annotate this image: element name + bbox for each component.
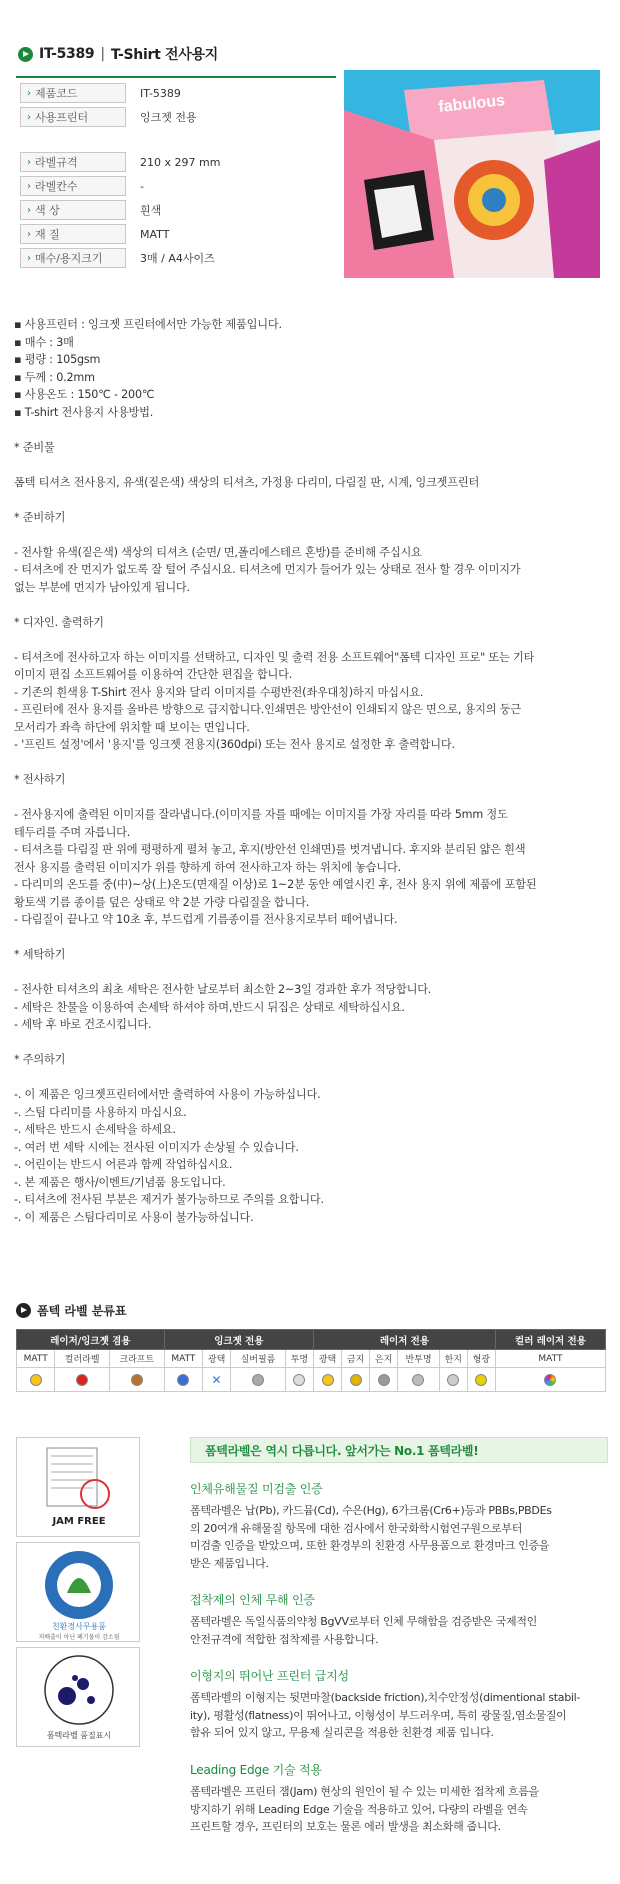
description-line: - 다림질이 끝나고 약 10초 후, 부드럽게 기름종이를 전사용지로부터 떼어냅니다. xyxy=(14,913,398,926)
description-line xyxy=(14,596,604,614)
item-label: 형광 xyxy=(467,1350,495,1368)
label-type-icon xyxy=(285,1368,313,1392)
description-line: - 티셔츠에 전사하고자 하는 이미지를 선택하고, 디자인 및 출력 전용 소프트웨어"폼텍 디자인 프로" 또는 기타 xyxy=(14,650,535,664)
svg-text:fabulous: fabulous xyxy=(437,92,506,116)
description-line xyxy=(14,789,604,807)
item-label: 실버필름 xyxy=(231,1350,286,1368)
label-type-icon: ✕ xyxy=(203,1368,231,1392)
item-label: MATT xyxy=(495,1350,605,1368)
label-type-icon xyxy=(467,1368,495,1392)
description-line: 전사 용지를 출력된 이미지가 위를 향하게 하여 전사하고자 하는 위치에 놓습니다. xyxy=(14,860,401,874)
eco-label-badge xyxy=(16,1542,140,1642)
label-type-icon xyxy=(164,1368,202,1392)
description-line: 황토색 기름 종이를 덮은 상태로 약 2분 가량 다림질을 합니다. xyxy=(14,895,310,909)
description-line: - 전사용지에 출력된 이미지를 잘라냅니다.(이미지를 자를 때에는 이미지를 가장 자리를 따라 5mm 정도 xyxy=(14,808,508,821)
description-line xyxy=(14,929,604,947)
description-line: 모서리가 좌측 하단에 위치할 때 보이는 면입니다. xyxy=(14,720,250,734)
description-line: - 다리미의 온도를 중(中)~상(上)온도(면재질 이상)로 1~2분 동안 예열시킨 후, 전사 용지 위에 제품에 포함된 xyxy=(14,878,537,891)
chevron-right-icon: › xyxy=(27,111,31,123)
description-line: -. 어린이는 반드시 어른과 함께 작업하십시요. xyxy=(14,1158,233,1171)
description-line: - 세탁 후 바로 건조시킵니다. xyxy=(14,1018,152,1031)
item-label: 광택 xyxy=(203,1350,231,1368)
item-label: 투명 xyxy=(285,1350,313,1368)
label-type-icon xyxy=(17,1368,55,1392)
item-label: MATT xyxy=(164,1350,202,1368)
item-label: 반투명 xyxy=(398,1350,439,1368)
spec-value: - xyxy=(140,179,144,193)
description-line: - 세탁은 찬물을 이용하여 손세탁 하셔야 하며,반드시 뒤집은 상태로 세탁하십시요. xyxy=(14,1000,405,1014)
product-name: T-Shirt 전사용지 xyxy=(110,47,218,63)
description-line: * 디자인. 출력하기 xyxy=(14,615,104,629)
spec-row xyxy=(16,198,336,222)
item-label: 컬러라벨 xyxy=(55,1350,110,1368)
description-line: -. 스팀 다리미를 사용하지 마십시요. xyxy=(14,1105,187,1119)
spec-table xyxy=(16,76,336,265)
item-row xyxy=(17,1350,606,1368)
chevron-right-icon: › xyxy=(27,204,31,216)
spec-label: › 재 질 xyxy=(20,224,126,244)
description-line xyxy=(14,456,604,474)
label-type-icon xyxy=(439,1368,467,1392)
description-line: * 준비하기 xyxy=(14,510,66,524)
description-line: ▪ 사용프린터 : 잉크젯 프린터에서만 가능한 제품입니다. xyxy=(14,318,282,331)
item-label: MATT xyxy=(17,1350,55,1368)
description-line xyxy=(14,421,604,439)
description-line: - 전사한 티셔츠의 최초 세탁은 전사한 날로부터 최소한 2~3일 경과한 후가 적당합니다. xyxy=(14,983,432,996)
description-line: ▪ 두께 : 0.2mm xyxy=(14,370,95,384)
jam-free-badge xyxy=(16,1437,140,1537)
spec-row xyxy=(16,105,336,129)
label-type-icon xyxy=(495,1368,605,1392)
description-line xyxy=(14,754,604,772)
spec-value: 210 x 297 mm xyxy=(140,155,221,169)
description-line: * 세탁하기 xyxy=(14,948,66,961)
eco-label-sub: 저배출이 아닌 폐기물이 감소됨 xyxy=(38,1634,120,1641)
product-code: IT-5389 xyxy=(39,46,95,62)
safety-mark-label: 폼텍라벨 품질표시 xyxy=(46,1731,112,1740)
feature-title: 이형지의 뛰어난 프린터 급지성 xyxy=(190,1669,349,1683)
spec-label: › 제품코드 xyxy=(20,83,126,103)
product-description xyxy=(14,316,604,1226)
description-line xyxy=(14,491,604,509)
spec-value: MATT xyxy=(140,227,170,241)
feature-text: 폼텍라벨은 프린터 잼(Jam) 현상의 원인이 될 수 있는 미세한 접착제 흐름을 방지하기 위해 Leading Edge 기술을 적용하고 있어, 다량의 라벨을 연속 프린트할 경우, 프린터의 보호는 물론 에러 발생을 최소화해 줍니다. xyxy=(190,1785,539,1833)
group-header: 컬러 레이저 전용 xyxy=(495,1330,605,1350)
feature-title: 인체유해물질 미검출 인증 xyxy=(190,1482,323,1496)
spec-row xyxy=(16,174,336,198)
description-line xyxy=(14,964,604,982)
product-title xyxy=(18,44,218,64)
label-type-icon xyxy=(313,1368,341,1392)
arrow-circle-icon xyxy=(18,47,33,62)
description-line: 이미지 편집 소프트웨어를 이용하여 간단한 편집을 합니다. xyxy=(14,668,293,681)
item-label: 금지 xyxy=(342,1350,370,1368)
label-type-icon xyxy=(342,1368,370,1392)
description-line: 없는 부분에 먼지가 남아있게 됩니다. xyxy=(14,580,190,594)
label-type-icon xyxy=(398,1368,439,1392)
description-line: -. 이 제품은 스팀다리미로 사용이 불가능하십니다. xyxy=(14,1210,254,1224)
features-headline: 폼텍라벨은 역시 다릅니다. 앞서가는 No.1 폼텍라벨! xyxy=(190,1437,608,1463)
description-line: ▪ T-shirt 전사용지 사용방법. xyxy=(14,405,154,419)
spec-label: › 사용프린터 xyxy=(20,107,126,127)
item-label: 은지 xyxy=(370,1350,398,1368)
spec-row xyxy=(16,81,336,105)
description-line xyxy=(14,631,604,649)
description-line: ▪ 사용온도 : 150℃ - 200℃ xyxy=(14,388,155,401)
title-separator: | xyxy=(100,46,105,62)
description-line: -. 본 제품은 행사/이벤트/기념품 용도입니다. xyxy=(14,1175,226,1189)
spec-row xyxy=(16,150,336,174)
description-line: -. 여러 번 세탁 시에는 전사된 이미지가 손상될 수 있습니다. xyxy=(14,1140,299,1154)
description-line: - 티셔츠에 잔 먼지가 없도록 잘 털어 주십시요. 티셔츠에 먼지가 들어가 있는 상태로 전사 할 경우 이미지가 xyxy=(14,563,521,576)
eco-label-text: 친환경사무용품 xyxy=(51,1622,107,1631)
description-line: * 전사하기 xyxy=(14,773,66,786)
classification-heading: 폼텍 라벨 분류표 xyxy=(16,1300,127,1320)
description-line: - 티셔츠를 다림질 판 위에 평평하게 펼쳐 놓고, 후지(방안선 인쇄면)를 벗겨냅니다. 후지와 분리된 얇은 흰색 xyxy=(14,843,526,856)
description-line: - 기존의 흰색용 T-Shirt 전사 용지와 달리 이미지를 수평반전(좌우대칭)하지 마십시요. xyxy=(14,685,424,699)
item-label: 크라프트 xyxy=(110,1350,165,1368)
item-label: 한지 xyxy=(439,1350,467,1368)
chevron-right-icon: › xyxy=(27,156,31,168)
spec-label: › 라벨칸수 xyxy=(20,176,126,196)
spec-value: 3매 / A4사이즈 xyxy=(140,252,215,265)
label-type-icon xyxy=(110,1368,165,1392)
feature-title: 접착제의 인체 무해 인증 xyxy=(190,1593,315,1607)
description-line: ▪ 매수 : 3매 xyxy=(14,335,74,349)
description-line xyxy=(14,526,604,544)
spec-label: › 매수/용지크기 xyxy=(20,248,126,268)
jam-free-label: JAM FREE xyxy=(52,1516,106,1527)
group-header: 레이저/잉크젯 겸용 xyxy=(17,1330,165,1350)
feature-title: Leading Edge 기술 적용 xyxy=(190,1763,322,1777)
feature-text: 폼텍라벨의 이형지는 뒷면마찰(backside friction),치수안정성(dimentional stabil- ity), 평활성(flatness)이 뛰어나고, 이형성이 부드러우며, 특히 광물질,염소물질이 함유 되어 있지 않고, 무용제 실리콘을 적용한 친환경 제품 입니다. xyxy=(190,1691,581,1739)
spec-value: IT-5389 xyxy=(140,86,181,100)
chevron-right-icon: › xyxy=(27,252,31,264)
chevron-right-icon: › xyxy=(27,180,31,192)
description-line: 폼텍 티셔츠 전사용지, 유색(짙은색) 색상의 티셔츠, 가정용 다리미, 다림질 판, 시계, 잉크젯프린터 xyxy=(14,475,480,489)
description-line: - 프린터에 전사 용지를 올바른 방향으로 급지합니다.인쇄면은 방안선이 인쇄되지 않은 면으로, 용지의 둥근 xyxy=(14,703,521,716)
product-photo xyxy=(344,70,600,278)
group-row xyxy=(17,1330,606,1350)
description-line: ▪ 평량 : 105gsm xyxy=(14,353,101,366)
description-line: -. 세탁은 반드시 손세탁을 하세요. xyxy=(14,1123,176,1136)
description-line: * 준비물 xyxy=(14,440,55,454)
label-type-icon xyxy=(231,1368,286,1392)
description-line xyxy=(14,1069,604,1087)
label-type-icon xyxy=(55,1368,110,1392)
spec-row xyxy=(16,222,336,246)
arrow-circle-icon xyxy=(16,1303,31,1318)
item-label: 광택 xyxy=(313,1350,341,1368)
description-line: -. 이 제품은 잉크젯프린터에서만 출력하여 사용이 가능하십니다. xyxy=(14,1088,321,1101)
description-line: - 전사할 유색(짙은색) 색상의 티셔츠 (순면/ 면,폴리에스테르 혼방)를 준비해 주십시요 xyxy=(14,545,422,559)
spec-label: › 라벨규격 xyxy=(20,152,126,172)
spec-value: 잉크젯 전용 xyxy=(140,111,197,124)
spec-row xyxy=(16,246,336,270)
safety-mark-badge xyxy=(16,1647,140,1747)
description-line xyxy=(14,1034,604,1052)
description-line: * 주의하기 xyxy=(14,1053,66,1066)
group-header: 잉크젯 전용 xyxy=(164,1330,313,1350)
description-line: 테두리를 주며 자릅니다. xyxy=(14,825,131,839)
spec-value: 흰색 xyxy=(140,204,162,217)
chevron-right-icon: › xyxy=(27,228,31,240)
chevron-right-icon: › xyxy=(27,87,31,99)
icon-row xyxy=(17,1368,606,1392)
feature-text: 폼텍라벨은 독일식품의약청 BgVV로부터 인체 무해함을 검증받은 국제적인 안전규격에 적합한 접착제를 사용합니다. xyxy=(190,1615,538,1646)
label-type-icon xyxy=(370,1368,398,1392)
spec-label: › 색 상 xyxy=(20,200,126,220)
group-header: 레이저 전용 xyxy=(313,1330,495,1350)
classification-table xyxy=(16,1329,606,1392)
description-line: -. 티셔츠에 전사된 부분은 제거가 불가능하므로 주의를 요합니다. xyxy=(14,1193,324,1206)
description-line: - '프린트 설정'에서 '용지'를 잉크젯 전용지(360dpi) 또는 전사 용지로 설정한 후 출력합니다. xyxy=(14,738,455,751)
feature-text: 폼텍라벨은 납(Pb), 카드뮴(Cd), 수은(Hg), 6가크롬(Cr6+)등과 PBBs,PBDEs 의 20여개 유해물질 항목에 대한 검사에서 한국화학시험연구원으로부터 미검출 인증을 받았으며, 또한 환경부의 친환경 사무용품으로 환경마크 인증을 받은 제품입니다. xyxy=(190,1504,552,1570)
